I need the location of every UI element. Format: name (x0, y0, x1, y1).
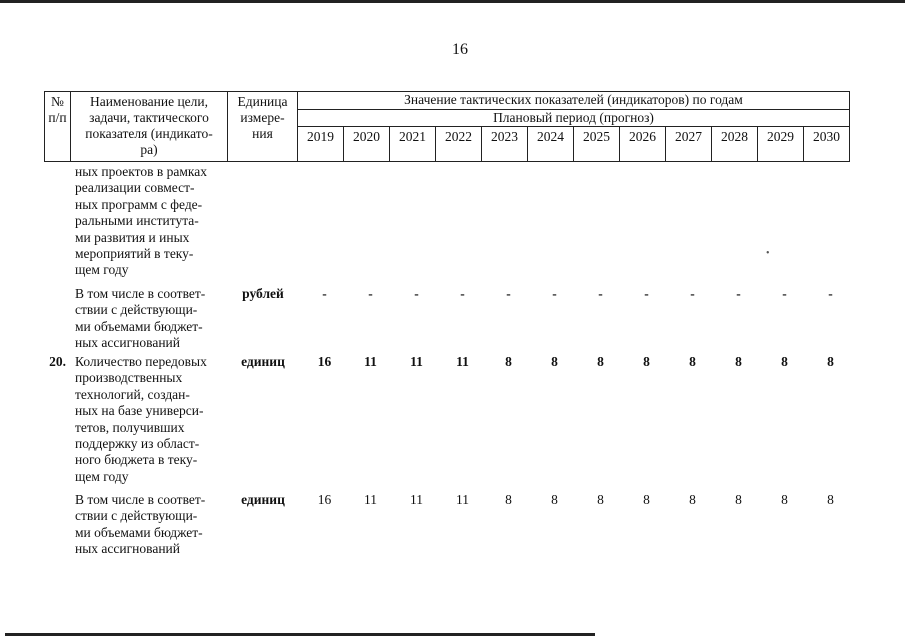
row-value: 11 (456, 354, 469, 369)
row-indicator-name (75, 354, 226, 485)
header-year: 2022 (436, 127, 482, 162)
row-value: 11 (364, 492, 377, 507)
row-indicator-name (75, 164, 226, 279)
header-year: 2019 (298, 127, 344, 162)
row-value: - (506, 286, 511, 301)
row-value: 8 (551, 354, 558, 369)
scan-speck: • (766, 248, 770, 259)
row-indicator-name-line: В том числе в соответ- (75, 492, 206, 507)
row-indicator-name-line: реализации совмест- (75, 180, 195, 196)
header-name-line: Наименование цели, (89, 94, 209, 109)
table-header (44, 91, 850, 162)
row-value: 8 (781, 354, 788, 369)
header-unit-line: ния (252, 126, 273, 141)
row-value: 8 (643, 354, 650, 369)
header-name-line: показателя (индикато- (85, 126, 213, 141)
row-value: 11 (456, 492, 469, 507)
header-year: 2023 (482, 127, 528, 162)
page-number: 16 (452, 41, 468, 58)
row-value: 8 (505, 354, 512, 369)
header-year: 2021 (390, 127, 436, 162)
header-name-column (71, 92, 228, 162)
bottom-border-line (5, 633, 595, 636)
header-unit-line: измере- (240, 110, 285, 125)
row-indicator-name-line: технологий, создан- (75, 386, 190, 402)
row-value: - (736, 286, 741, 301)
header-period-title: Плановый период (прогноз) (298, 110, 850, 127)
row-indicator-name-line: ных ассигнований (75, 541, 180, 557)
row-value: 8 (643, 492, 650, 507)
row-indicator-name-line: ствии с действующи- (75, 508, 198, 524)
header-year: 2028 (712, 127, 758, 162)
row-unit: единиц (241, 492, 285, 507)
row-value: 11 (364, 354, 377, 369)
header-year: 2025 (574, 127, 620, 162)
row-indicator-name-line: тетов, получивших (75, 419, 185, 435)
row-value: 8 (505, 492, 512, 507)
row-indicator-name-line: В том числе в соответ- (75, 286, 206, 301)
row-indicator-name-line: ных на базе универси- (75, 403, 204, 419)
row-indicator-name-line: ми объемами бюджет- (75, 318, 203, 334)
row-indicator-name-line: ных проектов в рамках (75, 164, 208, 179)
row-value: 11 (410, 492, 423, 507)
header-year: 2030 (804, 127, 850, 162)
row-value: 8 (689, 492, 696, 507)
row-value: 8 (781, 492, 788, 507)
row-value: - (322, 286, 327, 301)
row-value: - (828, 286, 833, 301)
row-indicator-name-line: ного бюджета в теку- (75, 452, 198, 468)
header-year: 2020 (344, 127, 390, 162)
header-year: 2024 (528, 127, 574, 162)
row-value: - (782, 286, 787, 301)
header-number-line: № (51, 94, 64, 109)
row-value: 16 (317, 354, 332, 369)
row-value: 8 (827, 492, 834, 507)
row-indicator-name-line: щем году (75, 262, 129, 278)
row-indicator-name-line: ных программ с феде- (75, 196, 203, 212)
row-indicator-name (75, 492, 226, 558)
row-indicator-name-line: щем году (75, 468, 129, 484)
header-unit-column (228, 92, 298, 162)
header-year: 2026 (620, 127, 666, 162)
row-value: - (598, 286, 603, 301)
row-value: - (552, 286, 557, 301)
row-indicator-name (75, 286, 226, 352)
row-indicator-name-line: производственных (75, 370, 183, 386)
row-indicator-name-line: ми развития и иных (75, 229, 190, 245)
row-indicator-name-line: ральными института- (75, 213, 199, 229)
header-number-column (45, 92, 71, 162)
row-indicator-name-line: ми объемами бюджет- (75, 524, 203, 540)
row-value: - (644, 286, 649, 301)
header-name-line: задачи, тактического (89, 110, 209, 125)
row-unit: единиц (241, 354, 285, 369)
row-value: 16 (317, 492, 332, 507)
header-unit-line: Единица (237, 94, 288, 109)
row-value: 8 (689, 354, 696, 369)
row-value: - (690, 286, 695, 301)
row-indicator-name-line: мероприятий в теку- (75, 246, 194, 262)
header-number-line: п/п (48, 110, 67, 125)
row-value: - (368, 286, 373, 301)
header-year: 2029 (758, 127, 804, 162)
row-indicator-name-line: поддержку из област- (75, 436, 200, 452)
row-indicator-name-line: ствии с действующи- (75, 302, 198, 318)
header-name-line: ра) (140, 142, 158, 157)
row-value: 8 (827, 354, 834, 369)
row-value: 8 (597, 492, 604, 507)
header-year: 2027 (666, 127, 712, 162)
row-value: 8 (597, 354, 604, 369)
row-number: 20. (49, 354, 66, 369)
top-border-line (0, 0, 905, 3)
row-value: 8 (735, 354, 742, 369)
row-unit: рублей (242, 286, 284, 301)
row-value: 8 (551, 492, 558, 507)
row-value: - (460, 286, 465, 301)
row-value: - (414, 286, 419, 301)
row-indicator-name-line: ных ассигнований (75, 335, 180, 351)
row-value: 11 (410, 354, 423, 369)
row-value: 8 (735, 492, 742, 507)
row-indicator-name-line: Количество передовых (75, 354, 207, 369)
header-values-title: Значение тактических показателей (индикаторов) по годам (298, 92, 850, 110)
